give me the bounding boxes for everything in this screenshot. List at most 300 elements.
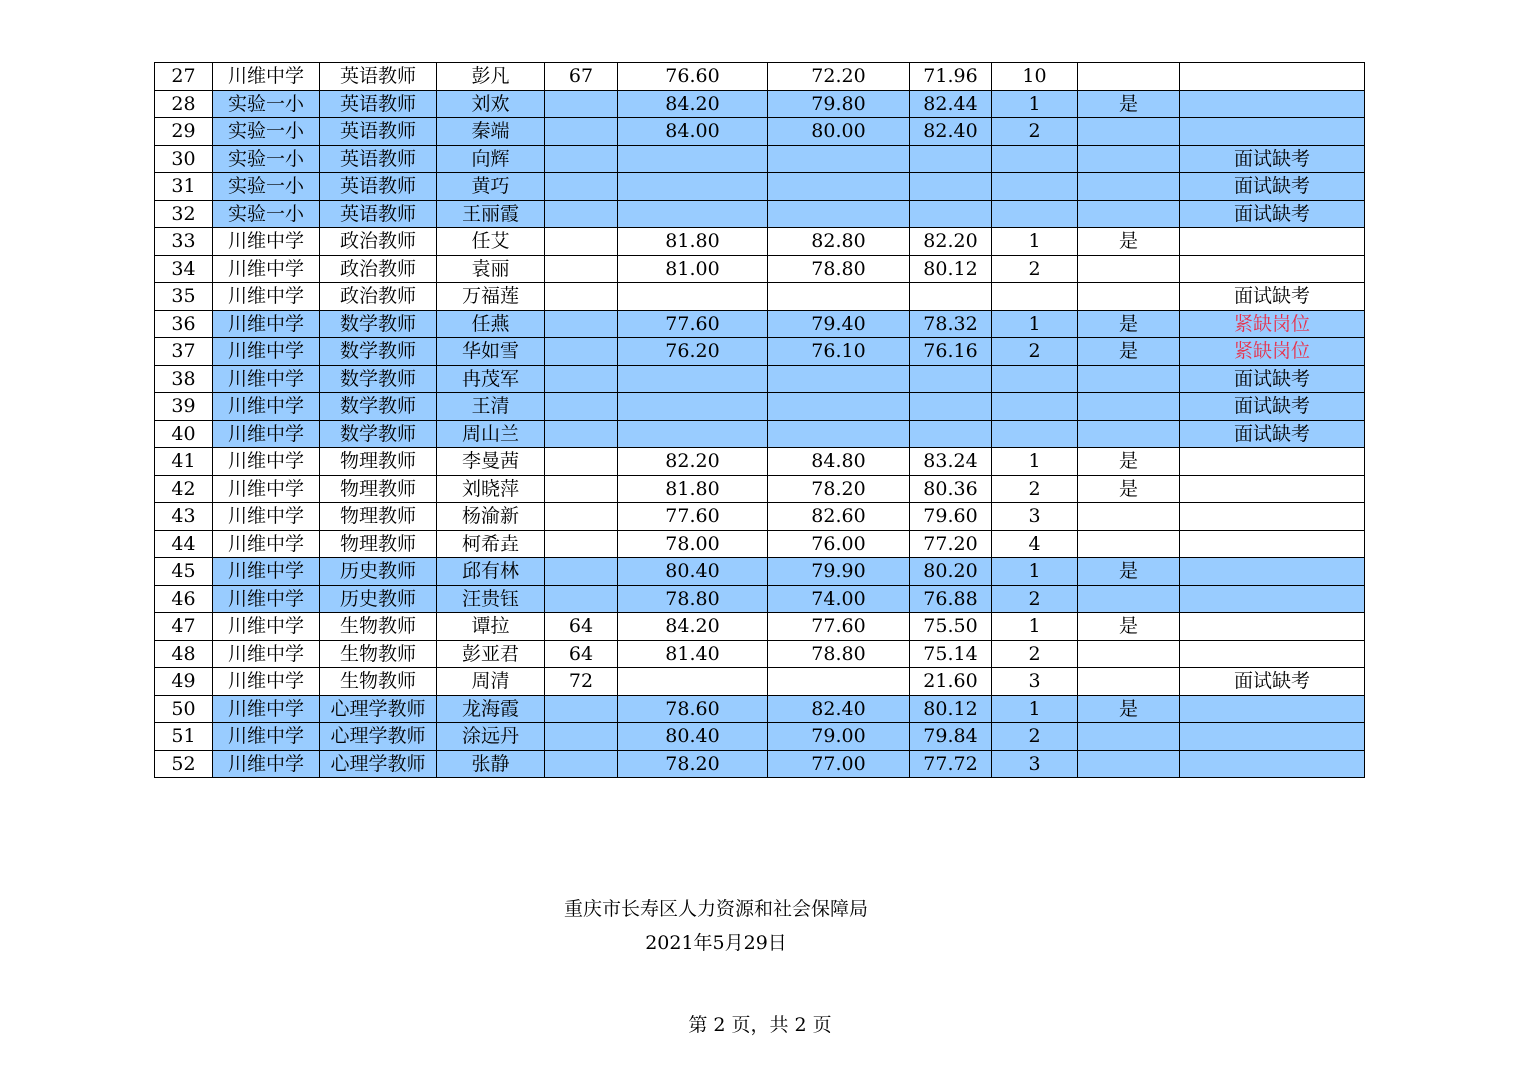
cell-total-score: 79.60 [910,503,992,531]
cell-name: 刘欢 [437,90,545,118]
cell-total-score: 82.44 [910,90,992,118]
cell-written-score [545,283,618,311]
cell-total-score [910,200,992,228]
cell-note [1180,750,1365,778]
cell-assessment-score: 72.20 [768,63,910,91]
cell-no: 30 [155,145,213,173]
cell-name: 涂远丹 [437,723,545,751]
cell-school: 川维中学 [213,723,320,751]
cell-school: 川维中学 [213,365,320,393]
cell-assessment-score: 77.00 [768,750,910,778]
cell-checked: 是 [1078,695,1180,723]
cell-note [1180,695,1365,723]
table-row [155,420,1365,448]
cell-checked [1078,503,1180,531]
cell-post: 英语教师 [320,145,437,173]
cell-interview-score: 81.00 [618,255,768,283]
cell-post: 生物教师 [320,668,437,696]
cell-name: 袁丽 [437,255,545,283]
cell-name: 李曼茜 [437,448,545,476]
cell-written-score [545,173,618,201]
cell-name: 秦端 [437,118,545,146]
cell-name: 汪贵钰 [437,585,545,613]
cell-checked [1078,393,1180,421]
table-row [155,750,1365,778]
cell-no: 51 [155,723,213,751]
cell-assessment-score: 79.80 [768,90,910,118]
cell-written-score [545,448,618,476]
cell-checked [1078,173,1180,201]
cell-assessment-score: 76.00 [768,530,910,558]
cell-post: 生物教师 [320,613,437,641]
cell-rank: 1 [992,558,1078,586]
cell-interview-score: 81.80 [618,475,768,503]
cell-post: 物理教师 [320,530,437,558]
cell-name: 向辉 [437,145,545,173]
cell-school: 川维中学 [213,558,320,586]
cell-post: 数学教师 [320,420,437,448]
cell-assessment-score [768,173,910,201]
cell-no: 48 [155,640,213,668]
table-row [155,255,1365,283]
cell-checked [1078,118,1180,146]
cell-interview-score [618,365,768,393]
cell-rank: 1 [992,448,1078,476]
cell-interview-score: 84.00 [618,118,768,146]
cell-total-score [910,420,992,448]
cell-school: 川维中学 [213,640,320,668]
cell-note: 紧缺岗位 [1180,338,1365,366]
cell-note: 面试缺考 [1180,420,1365,448]
cell-written-score [545,723,618,751]
cell-total-score: 79.84 [910,723,992,751]
issue-date: 2021年5月29日 [645,932,787,954]
cell-post: 英语教师 [320,63,437,91]
cell-school: 川维中学 [213,530,320,558]
table-row [155,338,1365,366]
cell-checked: 是 [1078,613,1180,641]
table-row [155,695,1365,723]
cell-written-score [545,530,618,558]
cell-written-score [545,558,618,586]
cell-checked [1078,63,1180,91]
cell-note [1180,530,1365,558]
cell-school: 川维中学 [213,585,320,613]
cell-note [1180,558,1365,586]
cell-note: 面试缺考 [1180,283,1365,311]
cell-note: 面试缺考 [1180,365,1365,393]
cell-total-score: 75.50 [910,613,992,641]
cell-checked [1078,200,1180,228]
cell-note: 紧缺岗位 [1180,310,1365,338]
cell-written-score [545,310,618,338]
cell-assessment-score: 78.80 [768,640,910,668]
cell-total-score: 80.12 [910,255,992,283]
cell-name: 任燕 [437,310,545,338]
cell-school: 实验一小 [213,118,320,146]
cell-assessment-score: 82.60 [768,503,910,531]
cell-assessment-score: 78.20 [768,475,910,503]
cell-note: 面试缺考 [1180,668,1365,696]
cell-note [1180,585,1365,613]
cell-post: 英语教师 [320,118,437,146]
cell-note [1180,255,1365,283]
cell-assessment-score: 79.40 [768,310,910,338]
cell-checked: 是 [1078,90,1180,118]
cell-no: 38 [155,365,213,393]
cell-written-score [545,200,618,228]
cell-written-score [545,475,618,503]
cell-checked: 是 [1078,448,1180,476]
cell-name: 任艾 [437,228,545,256]
table-row [155,283,1365,311]
cell-checked: 是 [1078,310,1180,338]
cell-school: 川维中学 [213,668,320,696]
cell-written-score [545,393,618,421]
cell-note: 面试缺考 [1180,173,1365,201]
cell-checked: 是 [1078,228,1180,256]
cell-written-score [545,255,618,283]
cell-interview-score [618,420,768,448]
cell-checked [1078,640,1180,668]
cell-school: 川维中学 [213,228,320,256]
cell-assessment-score [768,668,910,696]
cell-name: 黄巧 [437,173,545,201]
table-row [155,90,1365,118]
cell-no: 39 [155,393,213,421]
cell-post: 心理学教师 [320,723,437,751]
table-row [155,558,1365,586]
cell-rank [992,283,1078,311]
cell-assessment-score: 77.60 [768,613,910,641]
cell-interview-score: 80.40 [618,558,768,586]
cell-total-score [910,173,992,201]
cell-rank: 3 [992,503,1078,531]
cell-assessment-score [768,420,910,448]
cell-written-score [545,365,618,393]
cell-no: 44 [155,530,213,558]
cell-rank: 1 [992,228,1078,256]
cell-school: 川维中学 [213,63,320,91]
cell-name: 邱有林 [437,558,545,586]
cell-rank: 2 [992,255,1078,283]
cell-rank [992,420,1078,448]
cell-post: 历史教师 [320,585,437,613]
cell-school: 川维中学 [213,503,320,531]
cell-post: 政治教师 [320,283,437,311]
cell-rank: 3 [992,750,1078,778]
cell-no: 34 [155,255,213,283]
cell-interview-score: 76.20 [618,338,768,366]
cell-written-score [545,585,618,613]
cell-no: 29 [155,118,213,146]
cell-interview-score [618,173,768,201]
cell-assessment-score: 74.00 [768,585,910,613]
cell-assessment-score: 82.80 [768,228,910,256]
cell-interview-score: 84.20 [618,90,768,118]
cell-written-score [545,118,618,146]
cell-post: 生物教师 [320,640,437,668]
cell-school: 川维中学 [213,420,320,448]
cell-rank [992,200,1078,228]
cell-school: 川维中学 [213,448,320,476]
cell-interview-score: 78.80 [618,585,768,613]
cell-checked [1078,530,1180,558]
cell-total-score: 76.16 [910,338,992,366]
cell-note [1180,63,1365,91]
cell-written-score [545,750,618,778]
cell-rank: 1 [992,695,1078,723]
cell-assessment-score: 80.00 [768,118,910,146]
cell-school: 川维中学 [213,255,320,283]
cell-checked [1078,723,1180,751]
cell-written-score [545,90,618,118]
cell-note [1180,723,1365,751]
cell-no: 37 [155,338,213,366]
cell-no: 35 [155,283,213,311]
cell-post: 英语教师 [320,173,437,201]
table-row [155,118,1365,146]
cell-interview-score: 84.20 [618,613,768,641]
cell-assessment-score: 76.10 [768,338,910,366]
cell-assessment-score [768,365,910,393]
cell-note [1180,448,1365,476]
cell-checked: 是 [1078,475,1180,503]
cell-note [1180,90,1365,118]
cell-name: 龙海霞 [437,695,545,723]
cell-total-score: 82.20 [910,228,992,256]
issuing-organization: 重庆市长寿区人力资源和社会保障局 [563,898,868,920]
cell-name: 万福莲 [437,283,545,311]
cell-interview-score: 78.00 [618,530,768,558]
cell-no: 36 [155,310,213,338]
cell-total-score: 71.96 [910,63,992,91]
cell-school: 川维中学 [213,695,320,723]
cell-rank: 2 [992,338,1078,366]
table-row [155,503,1365,531]
table-row [155,145,1365,173]
cell-checked [1078,750,1180,778]
table-row [155,200,1365,228]
cell-rank: 4 [992,530,1078,558]
cell-note: 面试缺考 [1180,145,1365,173]
cell-total-score: 80.12 [910,695,992,723]
cell-assessment-score: 79.00 [768,723,910,751]
cell-school: 川维中学 [213,475,320,503]
cell-post: 数学教师 [320,310,437,338]
cell-note [1180,503,1365,531]
cell-school: 实验一小 [213,145,320,173]
cell-total-score [910,393,992,421]
cell-checked [1078,668,1180,696]
cell-note [1180,475,1365,503]
cell-interview-score [618,393,768,421]
cell-name: 谭拉 [437,613,545,641]
table-row [155,723,1365,751]
cell-total-score [910,145,992,173]
cell-note: 面试缺考 [1180,200,1365,228]
cell-rank: 1 [992,613,1078,641]
cell-school: 实验一小 [213,90,320,118]
table-row [155,365,1365,393]
cell-name: 王丽霞 [437,200,545,228]
table-row [155,640,1365,668]
cell-interview-score [618,145,768,173]
cell-written-score [545,228,618,256]
cell-note [1180,228,1365,256]
cell-total-score [910,365,992,393]
cell-name: 张静 [437,750,545,778]
cell-interview-score: 76.60 [618,63,768,91]
cell-written-score: 64 [545,613,618,641]
cell-interview-score [618,283,768,311]
cell-total-score: 21.60 [910,668,992,696]
results-table [154,62,1365,778]
cell-rank: 10 [992,63,1078,91]
cell-rank: 2 [992,118,1078,146]
cell-interview-score: 81.80 [618,228,768,256]
cell-school: 川维中学 [213,338,320,366]
cell-no: 41 [155,448,213,476]
cell-school: 川维中学 [213,283,320,311]
cell-name: 王清 [437,393,545,421]
table-row [155,668,1365,696]
cell-total-score [910,283,992,311]
cell-post: 英语教师 [320,90,437,118]
cell-rank: 2 [992,475,1078,503]
cell-school: 川维中学 [213,393,320,421]
cell-checked [1078,145,1180,173]
cell-checked [1078,585,1180,613]
cell-interview-score: 81.40 [618,640,768,668]
cell-assessment-score [768,145,910,173]
cell-no: 32 [155,200,213,228]
cell-total-score: 76.88 [910,585,992,613]
cell-checked: 是 [1078,558,1180,586]
cell-no: 47 [155,613,213,641]
table-row [155,475,1365,503]
page-number: 第 2 页，共 2 页 [688,1014,832,1036]
cell-interview-score: 77.60 [618,310,768,338]
cell-no: 40 [155,420,213,448]
cell-name: 冉茂军 [437,365,545,393]
cell-no: 49 [155,668,213,696]
cell-interview-score: 82.20 [618,448,768,476]
cell-assessment-score: 82.40 [768,695,910,723]
cell-name: 华如雪 [437,338,545,366]
cell-checked [1078,283,1180,311]
cell-assessment-score: 84.80 [768,448,910,476]
cell-interview-score: 77.60 [618,503,768,531]
cell-name: 周山兰 [437,420,545,448]
cell-checked: 是 [1078,338,1180,366]
cell-post: 政治教师 [320,255,437,283]
cell-total-score: 80.36 [910,475,992,503]
cell-assessment-score [768,200,910,228]
cell-post: 政治教师 [320,228,437,256]
cell-post: 英语教师 [320,200,437,228]
cell-name: 彭凡 [437,63,545,91]
cell-name: 杨渝新 [437,503,545,531]
cell-note: 面试缺考 [1180,393,1365,421]
cell-rank [992,365,1078,393]
cell-no: 27 [155,63,213,91]
cell-written-score [545,420,618,448]
cell-written-score [545,145,618,173]
cell-rank [992,145,1078,173]
cell-no: 28 [155,90,213,118]
cell-note [1180,613,1365,641]
cell-rank: 1 [992,310,1078,338]
cell-name: 刘晓萍 [437,475,545,503]
cell-total-score: 77.20 [910,530,992,558]
cell-post: 心理学教师 [320,750,437,778]
table-row [155,613,1365,641]
cell-assessment-score [768,283,910,311]
cell-assessment-score: 78.80 [768,255,910,283]
table-row [155,448,1365,476]
cell-interview-score: 78.60 [618,695,768,723]
cell-no: 50 [155,695,213,723]
cell-post: 数学教师 [320,365,437,393]
cell-written-score [545,338,618,366]
cell-post: 历史教师 [320,558,437,586]
cell-total-score: 82.40 [910,118,992,146]
cell-post: 物理教师 [320,503,437,531]
cell-total-score: 77.72 [910,750,992,778]
cell-checked [1078,420,1180,448]
table-row [155,310,1365,338]
cell-name: 彭亚君 [437,640,545,668]
cell-school: 实验一小 [213,200,320,228]
cell-name: 柯希垚 [437,530,545,558]
table-row [155,585,1365,613]
cell-rank: 2 [992,585,1078,613]
cell-no: 33 [155,228,213,256]
cell-interview-score: 78.20 [618,750,768,778]
cell-interview-score [618,668,768,696]
cell-written-score: 64 [545,640,618,668]
cell-post: 物理教师 [320,448,437,476]
cell-written-score [545,503,618,531]
cell-rank [992,173,1078,201]
cell-school: 实验一小 [213,173,320,201]
cell-no: 31 [155,173,213,201]
cell-no: 46 [155,585,213,613]
table-row [155,228,1365,256]
cell-assessment-score [768,393,910,421]
cell-rank: 2 [992,640,1078,668]
cell-post: 心理学教师 [320,695,437,723]
cell-note [1180,640,1365,668]
table-row [155,173,1365,201]
cell-checked [1078,365,1180,393]
cell-name: 周清 [437,668,545,696]
cell-total-score: 78.32 [910,310,992,338]
cell-school: 川维中学 [213,310,320,338]
cell-no: 43 [155,503,213,531]
cell-post: 数学教师 [320,393,437,421]
cell-total-score: 75.14 [910,640,992,668]
cell-written-score [545,695,618,723]
cell-assessment-score: 79.90 [768,558,910,586]
cell-note [1180,118,1365,146]
cell-post: 数学教师 [320,338,437,366]
cell-post: 物理教师 [320,475,437,503]
cell-school: 川维中学 [213,613,320,641]
cell-school: 川维中学 [213,750,320,778]
table-row [155,530,1365,558]
